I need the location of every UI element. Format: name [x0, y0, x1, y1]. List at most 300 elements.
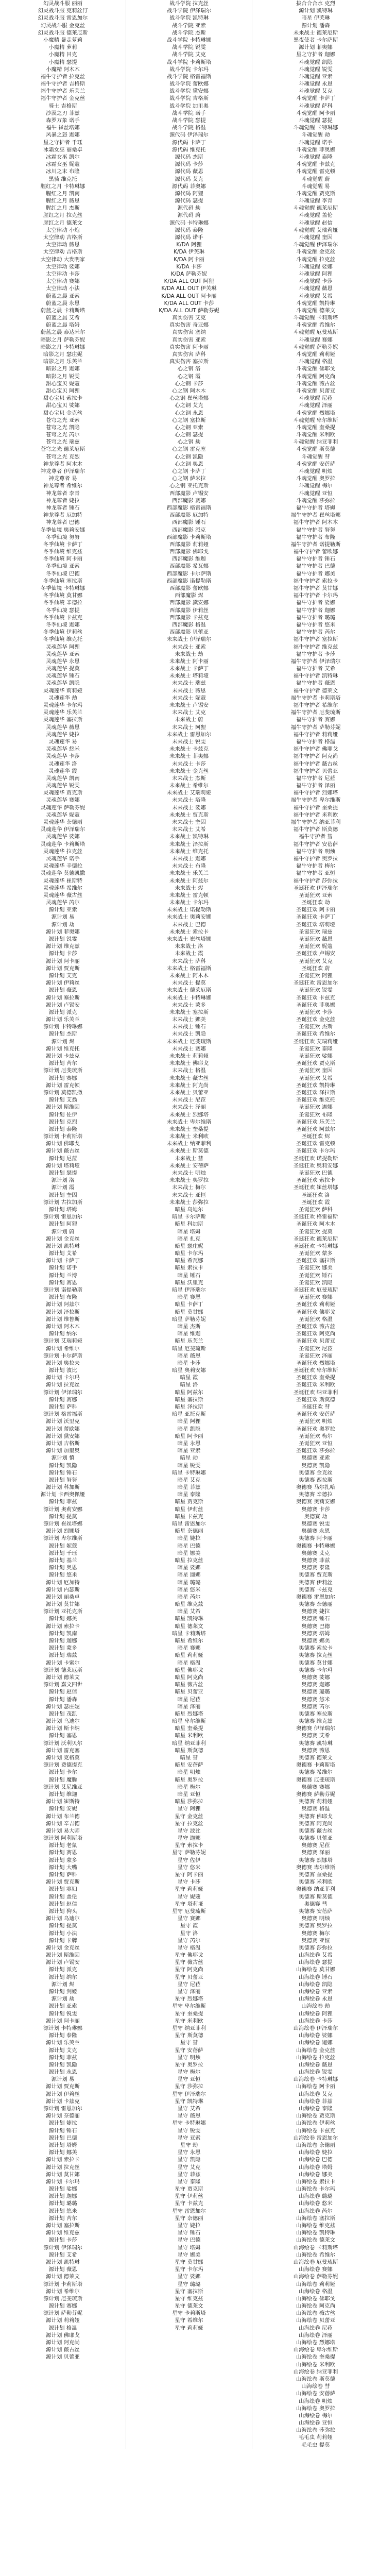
skin-name-cell: 奥德赛 卡尔玛 — [299, 1667, 333, 1673]
skin-name-cell: 蔚蓝之晨 艾希 — [0, 314, 126, 321]
skin-name-cell: 山海绘卷 卑尔维斯 — [293, 2347, 338, 2353]
skin-name-cell: 西部魔影 黛安娜 — [126, 599, 252, 606]
skin-name-cell: 星守 洛 — [126, 1930, 252, 1937]
skin-name-cell: 未来战士 锐雯 — [126, 738, 252, 745]
skin-name-cell: 斗魂觉醒 赵信 — [299, 219, 333, 226]
skin-name-cell: 源计划 菲兹 — [0, 1498, 126, 1505]
skin-name-cell: 战斗学院 凯特琳 — [126, 14, 252, 22]
skin-name-cell: 未来战士 维克托 — [126, 848, 252, 855]
skin-name-cell: 源计划 拉克丝 — [0, 1381, 126, 1388]
skin-name-cell: 未来战士 卡特琳娜 — [126, 994, 252, 1002]
skin-name-cell: 斗魂觉醒 德莱文 — [296, 307, 336, 314]
skin-name-cell: 圣诞狂欢 卡萨丁 — [296, 914, 336, 921]
skin-name-cell: 星守 艾希 — [126, 2105, 252, 2112]
skin-name-cell: 星守 厄斐琉斯 — [126, 1908, 252, 1915]
skin-name-cell: 未来战士 提莫 — [126, 979, 252, 987]
skin-name-cell: 圣诞狂欢 格温 — [299, 1316, 333, 1323]
skin-name-cell: 斗魂觉醒 奎因 — [299, 234, 333, 241]
skin-name-cell: 未来战士 莉莉娅 — [126, 1053, 252, 1060]
skin-name-cell: 福牛守护者 薇恩 — [296, 680, 336, 687]
skin-name-cell: 暗星 萨勒芬妮 — [126, 1316, 252, 1323]
skin-name-cell: 山海绘卷 凯隐 — [299, 1981, 333, 1988]
skin-name-cell: 暗星 洛 — [126, 1381, 252, 1388]
skin-name-cell: 源计划 德莱文 — [0, 1674, 126, 1681]
skin-name-cell: 奥德赛 泽丽 — [301, 1850, 330, 1856]
skin-name-cell: 未来战士 德莱厄斯 — [126, 987, 252, 994]
skin-name-cell: 未来战士 塞拉斯 — [126, 1009, 252, 1016]
skin-name-cell: 毛毛虫 莉莉娅 — [299, 2434, 333, 2441]
skin-name-cell: 星守 艾克 — [126, 2164, 252, 2171]
skin-name-cell: 蔚蓝之晨 亚索 — [0, 293, 126, 300]
skin-name-cell: 圣诞狂欢 泽丽 — [299, 1352, 333, 1359]
skin-name-cell: 源计划 卢锡安 — [0, 1002, 126, 1009]
skin-name-cell: 灵魂莲华 凯南 — [0, 775, 126, 782]
skin-name-cell: 源计划 易 — [0, 2076, 126, 2083]
skin-name-cell: 暗星 卡尔玛 — [126, 1250, 252, 1257]
skin-name-cell: 源计划 卡特琳娜 — [0, 2025, 126, 2032]
skin-name-cell: 奥德赛 塞拉斯 — [299, 1710, 333, 1717]
skin-name-cell: 斗魂觉醒 娑娜 — [299, 263, 333, 270]
skin-name-cell: 未来战士 布隆 — [126, 862, 252, 870]
skin-name-cell: 福牛守护者 尼菈 — [296, 775, 336, 782]
skin-name-cell: 福牛守护者 彗 — [299, 834, 333, 840]
skin-name-cell: 源计划 潘森 — [301, 22, 330, 29]
skin-name-cell: 暗星 阿狸 — [126, 1418, 252, 1425]
skin-name-cell: 山海绘卷 艾克 — [299, 2091, 333, 2097]
skin-name-cell: 奥德赛 格温 — [301, 1806, 330, 1812]
skin-name-cell: 圣诞狂欢 塔莉垭 — [296, 921, 336, 928]
skin-name-cell: 源计划 卡特琳娜 — [0, 1023, 126, 1030]
skin-name-cell: 源计划 丽桑卓 — [0, 1594, 126, 1601]
skin-name-cell — [0, 2361, 126, 2368]
skin-name-cell: 灵魂莲华 奈德丽 — [0, 819, 126, 826]
skin-name-cell: 源计划 斯维因 — [0, 1104, 126, 1111]
skin-name-cell: 西部魔影 莉莉娅 — [126, 541, 252, 548]
skin-name-cell: 斗魂觉醒 卡莎 — [299, 278, 333, 285]
skin-name-cell: 星守 亚索 — [126, 2134, 252, 2142]
skin-name-cell: 山海绘卷 巴德 — [299, 2157, 333, 2163]
skin-name-cell: 源代码 卡萨丁 — [126, 139, 252, 146]
skin-name-cell: 斗魂觉醒 瑟提 — [299, 117, 333, 124]
skin-name-cell: 奥德赛 索拉卡 — [299, 1645, 333, 1652]
skin-name-cell: 暗星 格温 — [126, 1659, 252, 1667]
skin-name-cell: 奥德赛 薇古丝 — [299, 1827, 333, 1834]
skin-name-cell: 未来战士 卡尔玛 — [126, 899, 252, 906]
skin-name-cell: 西部魔影 卢锡安 — [126, 490, 252, 497]
skin-name-cell: 源计划 伊莉丝 — [0, 2091, 126, 2098]
skin-name-cell: 福牛守护者 梅尔 — [296, 863, 336, 870]
skin-name-cell: 战斗学院 艾克 — [126, 51, 252, 58]
skin-name-cell: 源计划 永恩 — [0, 2069, 126, 2076]
skin-name-cell: 山海绘卷 赛娜 — [299, 2266, 333, 2273]
skin-name-cell: 奥德赛 卡特琳娜 — [296, 1543, 336, 1549]
skin-name-cell: 奥德赛 烈娜塔 — [299, 1857, 333, 1863]
skin-name-cell: 腥红之月 拉克丝 — [0, 212, 126, 219]
skin-name-cell: 星守 拉克丝 — [126, 1820, 252, 1827]
skin-name-cell: 福牛守护者 塔姆 — [296, 504, 336, 511]
skin-name-cell: 源计划 阿利斯塔 — [0, 1835, 126, 1842]
skin-name-cell: 圣诞狂欢 米利欧 — [296, 1382, 336, 1388]
skin-name-cell: 真实伤害 阿卡丽 — [126, 344, 252, 351]
skin-name-cell: 源计划 阿卡丽 — [0, 2018, 126, 2025]
skin-name-cell: 源计划 潘森 — [0, 1696, 126, 1703]
skin-name-cell: 奥德赛 娑娜 — [301, 1674, 330, 1681]
skin-name-cell: 未来战士 菲奥娜 — [126, 753, 252, 760]
skin-name-cell: 源计划 卡莎 — [0, 950, 126, 957]
skin-name-cell: 西部魔影 烬 — [126, 592, 252, 599]
skin-name-cell: 斗魂觉醒 尼菈 — [299, 395, 333, 402]
skin-name-cell: 灵魂莲华 凯隐 — [0, 680, 126, 687]
skin-name-cell: 未来战士 梅尔 — [126, 1184, 252, 1191]
skin-name-cell — [126, 2434, 252, 2441]
skin-name-cell: 源计划 卢锡安 — [0, 1959, 126, 1966]
skin-name-cell: 源计划 卡尔 — [0, 1769, 126, 1776]
skin-name-cell: 源计划 奥拉夫 — [0, 1360, 126, 1367]
skin-name-cell: 未来战士 奥罗拉 — [126, 1177, 252, 1184]
skin-name-cell: 星守 卡特琳娜 — [126, 2120, 252, 2127]
skin-name-cell: 骑士 吉格斯 — [0, 103, 126, 110]
skin-name-cell: 源计划 贾克斯 — [0, 2083, 126, 2090]
skin-name-cell: 福牛守护者 奥罗拉 — [293, 855, 338, 862]
skin-name-cell: 奥德赛 阿克尚 — [299, 1820, 333, 1827]
skin-name-cell: 心之钢 阿木木 — [126, 387, 252, 395]
skin-name-cell: 山海绘卷 塔姆 — [299, 2164, 333, 2171]
skin-name-cell: 福牛守护者 拉克丝 — [0, 73, 126, 80]
skin-name-cell: 奥德赛 西拉斯 — [299, 1477, 333, 1483]
skin-name-cell: 暗星 卡萨丁 — [126, 1301, 252, 1308]
skin-name-cell: 源计划 索拉卡 — [0, 2156, 126, 2163]
skin-name-cell: 山海绘卷 卡莎 — [299, 2018, 333, 2024]
skin-name-cell: 未来战士 霞 — [126, 950, 252, 957]
skin-name-cell: 源计划 老鼠 — [0, 1842, 126, 1849]
skin-name-cell: 斗魂觉醒 梅尔 — [299, 483, 333, 489]
skin-name-cell: 圣诞狂欢 格雷福斯 — [293, 1214, 338, 1221]
skin-name-cell: 源计划 艾希 — [0, 2251, 126, 2259]
skin-name-cell: 暗影之月 锐雯 — [0, 373, 126, 380]
skin-name-cell: 源计划 烬 — [0, 1981, 126, 1988]
skin-name-cell: 源代码 杰斯 — [126, 154, 252, 161]
skin-name-cell: 圣诞狂欢 纳亚菲利 — [293, 1389, 338, 1396]
skin-name-cell: 奥德赛 萨勒芬妮 — [296, 1791, 336, 1798]
skin-name-cell: 太空律动 小法 — [0, 285, 126, 292]
skin-name-cell: 源计划 卡莉斯塔 — [0, 1133, 126, 1140]
skin-name-cell: 星之守护者 迦娜 — [296, 52, 336, 58]
skin-name-cell: 圣诞狂欢 烈娜塔 — [296, 1360, 336, 1366]
skin-name-cell: 源计划 奎因 — [0, 1192, 126, 1199]
skin-name-cell: 福牛守护者 莎弥拉 — [293, 877, 338, 884]
skin-name-cell: 源计划 佛耶戈 — [0, 2332, 126, 2339]
skin-name-cell: 奥德赛 厄斐琉斯 — [296, 1776, 336, 1783]
skin-name-cell: 暗星 悠米 — [126, 1586, 252, 1594]
skin-name-cell: 斗魂觉醒 斯莫德 — [296, 446, 336, 453]
skin-name-cell: 灵魂莲华 卡尔玛 — [0, 702, 126, 709]
skin-name-cell: 奥德赛 悠米 — [301, 1696, 330, 1703]
skin-name-cell: 山海绘卷 塞拉斯 — [296, 2215, 336, 2222]
skin-name-cell: 源计划 沃里克 — [0, 1418, 126, 1425]
skin-name-cell: 暗星 卡莎 — [126, 1360, 252, 1367]
skin-name-cell: 圣诞狂欢 劫 — [301, 900, 330, 906]
skin-name-cell: 太空律动 娑娜 — [0, 263, 126, 270]
skin-name-cell: 真实伤害 塞拉斯 — [126, 358, 252, 365]
skin-name-cell: 未来战士 凯隐 — [126, 1030, 252, 1038]
skin-name-cell: 苍穹之光 德莱厄斯 — [0, 446, 126, 453]
skin-name-cell: 圣诞狂欢 索拉卡 — [296, 1177, 336, 1184]
skin-name-cell: 源计划 瑟庄妮 — [0, 1703, 126, 1710]
skin-name-cell: 未来战士 奎因 — [126, 819, 252, 826]
skin-name-cell: 源计划 维克兹 — [0, 943, 126, 950]
skin-name-cell: 暗星 佛耶戈 — [126, 1667, 252, 1674]
skin-name-cell: 甜心宝贝 妮蔻 — [0, 380, 126, 387]
skin-name-cell: 源代码 维克托 — [126, 146, 252, 154]
skin-name-cell: 腥红之月 杰斯 — [0, 205, 126, 212]
skin-name-cell: 奥德赛 劫 — [304, 1513, 328, 1520]
skin-name-cell — [0, 2383, 126, 2390]
skin-name-cell: 未来战士 索拉卡 — [126, 928, 252, 936]
skin-name-cell: 源计划 努努 — [0, 1477, 126, 1484]
skin-name-cell: 星守 劫 — [126, 2142, 252, 2149]
skin-name-cell: 山海绘卷 索拉卡 — [296, 2178, 336, 2185]
skin-name-cell: 源计划 莫甘娜 — [0, 1601, 126, 1608]
skin-name-cell: 苍穹之光 克烈 — [0, 453, 126, 461]
skin-name-cell: 星守 泽丽 — [126, 1988, 252, 1995]
skin-name-cell: 冬季仙境 亚索 — [0, 563, 126, 570]
skin-name-cell: 真实伤害 萨科 — [126, 351, 252, 358]
skin-name-cell: 灵魂莲华 莫德凯撒 — [0, 870, 126, 877]
skin-name-cell: 星守 希维尔 — [126, 2317, 252, 2324]
skin-name-cell: 圣诞狂欢 安蓓萨 — [296, 1411, 336, 1418]
skin-name-cell: 福牛守护者 阿克尚 — [293, 753, 338, 760]
skin-name-cell: 未来战士 凯特琳 — [126, 833, 252, 840]
skin-name-cell: 奥德赛 维克兹 — [299, 1718, 333, 1725]
skin-name-cell: 源计划 艾克 — [0, 2047, 126, 2054]
skin-name-cell: 星守 塞拉斯 — [126, 2288, 252, 2295]
skin-name-cell: 暗星 奥莉安娜 — [126, 1367, 252, 1374]
skin-name-cell: 暗星 拉克丝 — [126, 1557, 252, 1564]
skin-name-cell: 未来战士 安蓓萨 — [126, 1162, 252, 1170]
skin-name-cell: 圣诞狂欢 妮蔻 — [299, 943, 333, 950]
skin-name-cell: 甜心宝贝 索拉卡 — [0, 395, 126, 402]
skin-name-cell: 源计划 雷恩加尔 — [0, 2105, 126, 2112]
skin-name-cell: 源计划 奈德丽 — [0, 2112, 126, 2120]
skin-name-cell: 斗魂觉醒 厄斐琉斯 — [293, 329, 338, 336]
skin-name-cell: 源计划 寡妇 — [0, 1886, 126, 1893]
skin-name-cell: 星守 薇古丝 — [126, 1959, 252, 1966]
skin-name-cell: 源计划 霞 — [0, 1184, 126, 1191]
skin-name-cell: 西部魔影 维迦 — [126, 555, 252, 563]
skin-name-cell: 源代码 菲奥娜 — [126, 183, 252, 190]
skin-name-cell: 源计划 凯特琳 — [0, 1243, 126, 1250]
skin-name-cell: 源计划 佐伊 — [0, 1111, 126, 1118]
skin-name-cell: 福牛守护者 吉格斯 — [0, 80, 126, 88]
skin-name-cell: 源计划 婕拉 — [0, 2120, 126, 2127]
skin-name-cell — [0, 2434, 126, 2441]
skin-name-cell: 幻灵战斗服 金克丝 — [0, 22, 126, 29]
skin-name-cell: 冬季仙境 奥莉安娜 — [0, 527, 126, 534]
skin-name-cell — [0, 2442, 126, 2449]
skin-name-cell: 奥德赛 婕拉 — [301, 1608, 330, 1615]
skin-name-cell: 福牛守护者 卡莉斯塔 — [290, 694, 341, 701]
skin-name-cell: 山海绘卷 卡莉斯塔 — [293, 2244, 338, 2251]
skin-name-cell: 奥德赛 赛娜 — [301, 1784, 330, 1790]
skin-name-cell: 斗魂觉醒 卡莉斯塔 — [293, 315, 338, 321]
skin-name-cell: 暗星 梅尔 — [126, 1784, 252, 1791]
skin-name-cell: 圣诞狂欢 提莫 — [299, 1228, 333, 1235]
skin-name-cell: 苍穹之光 凯隐 — [0, 424, 126, 431]
skin-name-cell: 山海绘卷 奥罗拉 — [296, 2405, 336, 2412]
skin-name-cell: 圣诞狂欢 雷恩加尔 — [293, 980, 338, 987]
skin-name-cell: 源计划 格雷福斯 — [0, 1411, 126, 1418]
skin-name-cell: 星守 卡莎 — [126, 1878, 252, 1886]
skin-name-cell: 源计划 斯卡纳 — [0, 1725, 126, 1732]
skin-name-cell: 源计划 拉克丝 — [0, 2164, 126, 2171]
skin-name-cell: 源计划 易 — [0, 913, 126, 921]
skin-name-cell: 源计划 锤石 — [0, 2127, 126, 2134]
skin-name-cell: 未来战士 烈娜塔 — [126, 1111, 252, 1118]
skin-name-cell: 源计划 辛吉德 — [0, 1820, 126, 1827]
skin-name-cell: 源计划 大嘴 — [0, 1864, 126, 1871]
skin-name-cell: 冬季仙境 阿卡丽 — [0, 555, 126, 563]
skin-name-cell: 山海绘卷 莫甘娜 — [296, 1967, 336, 1973]
skin-name-cell: 心之钢 崔丝塔娜 — [126, 395, 252, 402]
skin-name-cell: 源代码 卡莎 — [126, 161, 252, 168]
skin-name-cell — [126, 2405, 252, 2412]
skin-name-cell: 西部魔影 诺提勒斯 — [126, 578, 252, 585]
skin-name-cell: 腥红之月 薇恩 — [0, 197, 126, 205]
skin-name-cell: 未来战士 纳亚菲利 — [126, 1140, 252, 1147]
skin-name-cell: 斗魂觉醒 米利欧 — [296, 432, 336, 438]
skin-name-cell: 源代码 诺手 — [126, 234, 252, 241]
skin-name-cell: 斗魂觉醒 阿克尚 — [296, 373, 336, 380]
skin-name-cell: 未来战士 厄斐琉斯 — [126, 1038, 252, 1045]
skin-name-cell: 奥德赛 梅尔 — [301, 1930, 330, 1937]
skin-name-cell: 灵魂莲华 贾克斯 — [0, 789, 126, 796]
skin-name-cell: 西部魔影 锤石 — [126, 519, 252, 526]
skin-name-cell: 圣诞狂欢 杰斯 — [299, 1024, 333, 1030]
skin-name-cell: 源计划 安妮 — [0, 1805, 126, 1812]
skin-name-cell: 灵魂莲华 提莫 — [0, 665, 126, 672]
skin-name-cell: 福牛守护者 索拉卡 — [293, 578, 338, 584]
skin-name-cell: 暗星 莉莉娅 — [126, 1652, 252, 1659]
skin-name-cell: 斗魂觉醒 薇古丝 — [296, 380, 336, 387]
skin-name-cell: 暗星 奥罗拉 — [126, 1776, 252, 1784]
skin-name-cell: 圣诞狂欢 莉莉娅 — [296, 1301, 336, 1308]
skin-name-cell: 源计划 金克丝 — [0, 1235, 126, 1243]
skin-name-cell: 山海绘卷 卡兹克 — [296, 2127, 336, 2134]
skin-name-cell: 未来战士 阿兹尔 — [126, 877, 252, 885]
skin-name-cell: 福牛守护者 布隆 — [296, 534, 336, 540]
skin-name-cell: 斗魂觉醒 莉莉娅 — [296, 351, 336, 358]
skin-name-cell: 未来战士 伊泽瑞尔 — [126, 636, 252, 643]
skin-name-cell: 圣诞狂欢 奎因 — [299, 1067, 333, 1074]
skin-name-cell: 源计划 赛娜 — [0, 1396, 126, 1403]
skin-name-cell: 蔚蓝之晨 塔姆 — [0, 321, 126, 329]
skin-name-cell — [0, 2398, 126, 2405]
skin-name-cell: 源计划 娑娜 — [0, 2185, 126, 2193]
skin-name-cell: 源计划 德莱厄斯 — [0, 1667, 126, 1674]
skin-name-cell: 源计划 赵信 — [0, 1901, 126, 1908]
skin-name-cell: 福牛守护者 迦娜 — [296, 607, 336, 614]
skin-name-cell: 圣诞狂欢 萨科 — [299, 1206, 333, 1213]
skin-name-cell: 源计划 塔莉垭 — [0, 1162, 126, 1170]
skin-name-cell: 山海绘卷 安蓓萨 — [296, 2391, 336, 2397]
skin-name-cell: 斗魂觉醒 贾克斯 — [296, 190, 336, 197]
skin-name-cell: 源计划 维迦 — [0, 1791, 126, 1798]
skin-name-cell: 心之钢 卡莎 — [126, 380, 252, 387]
skin-name-cell — [126, 2353, 252, 2361]
skin-name-cell: 福牛守护者 佛耶戈 — [293, 746, 338, 753]
skin-name-cell: 福牛守护者 安蓓萨 — [293, 841, 338, 848]
skin-name-cell: 斗魂觉醒 凯特琳 — [296, 300, 336, 307]
skin-name-cell: 暗星 凯特琳 — [126, 1615, 252, 1622]
skin-name-cell: 源计划 兰博 — [0, 1272, 126, 1279]
skin-name-cell: 源计划 赛娜 — [0, 2302, 126, 2310]
skin-name-cell: 冰霜女巫 凯尔 — [0, 154, 126, 161]
skin-name-cell: 源计划 艾希 — [0, 1250, 126, 1257]
skin-name-cell: 源计划 卡萨丁 — [0, 1257, 126, 1264]
skin-name-cell: 山海绘卷 伊莉丝 — [296, 2120, 336, 2127]
skin-name-cell: 暗星 科加斯 — [126, 1221, 252, 1228]
skin-name-cell: 暗星 赛恩 — [126, 1294, 252, 1301]
skin-name-cell: 灵魂莲华 芮尔 — [0, 899, 126, 906]
skin-name-cell: 源计划 派克 — [0, 1966, 126, 1973]
skin-name-cell: K/DA ALL OUT 伊芙琳 — [126, 285, 252, 292]
skin-name-cell: K/DA ALL OUT 卡莎 — [126, 300, 252, 307]
skin-name-cell: 源代码 薇恩 — [126, 168, 252, 175]
skin-name-cell: 福牛守护者 格温 — [296, 738, 336, 745]
skin-name-cell: 奥德赛 纳亚菲利 — [296, 1886, 336, 1893]
skin-name-cell: 圣诞狂欢 凯隐 — [299, 1279, 333, 1286]
skin-name-cell: 源计划 厄加特 — [0, 1579, 126, 1586]
skin-name-cell: 斗魂觉醒 纳亚菲利 — [293, 439, 338, 446]
skin-name-cell: 星守 雷恩加尔 — [126, 2208, 252, 2215]
skin-name-cell: 斗魂觉醒 永恩 — [299, 81, 333, 88]
skin-name-cell: 圣诞狂欢 卢锡安 — [296, 951, 336, 957]
skin-name-cell: 源计划 嘉文四世 — [0, 1681, 126, 1688]
skin-name-cell: 暗星 扎克 — [126, 1235, 252, 1243]
skin-name-cell: 未来战士 尼菈 — [126, 1096, 252, 1104]
skin-name-cell: 源计划 赵信 — [0, 1688, 126, 1696]
skin-name-cell: 未来战士 彗 — [126, 1155, 252, 1162]
skin-name-cell: 源计划 烈娜塔 — [0, 1528, 126, 1535]
skin-name-cell: 源计划 莫甘娜 — [0, 2171, 126, 2178]
skin-name-cell: 山海绘卷 卡特琳娜 — [293, 2076, 338, 2083]
skin-name-cell: 源计划 费德提克 — [0, 1761, 126, 1769]
skin-name-cell: 源计划 佛耶戈 — [0, 1140, 126, 1147]
skin-name-cell — [126, 2412, 252, 2419]
skin-name-cell: 灵魂莲华 婕拉 — [0, 731, 126, 738]
skin-name-cell: 未来战士 艾克 — [126, 709, 252, 716]
skin-name-cell: 太空律动 吉格斯 — [0, 248, 126, 256]
skin-name-cell: 斗魂觉醒 格温 — [299, 359, 333, 365]
skin-name-cell — [0, 2368, 126, 2376]
skin-name-cell: 源计划 艾尼维亚 — [0, 1784, 126, 1791]
skin-name-cell: 星守 贝蕾亚 — [126, 1974, 252, 1981]
skin-name-cell: 源计划 萨勒芬妮 — [0, 2310, 126, 2317]
skin-name-cell: 源计划 萨科 — [0, 1871, 126, 1878]
skin-name-cell: 圣诞狂欢 奎桑提 — [296, 1375, 336, 1381]
skin-name-cell: 灵魂莲华 劫 — [0, 694, 126, 702]
skin-name-cell: 暗星 迦娜 — [126, 1571, 252, 1579]
skin-name-cell: 圣诞狂欢 赛娜 — [299, 1294, 333, 1301]
skin-name-cell: 灵魂莲华 薇古丝 — [0, 892, 126, 899]
skin-name-cell: 未来战士 崔丝塔娜 — [126, 936, 252, 943]
skin-name-cell: 奥德赛 马尔扎哈 — [296, 1484, 336, 1491]
skin-name-cell: 源代码 瑟提 — [126, 197, 252, 205]
skin-name-cell: 西部魔影 卡兹克 — [126, 614, 252, 621]
skin-name-cell: 圣诞狂欢 阿木木 — [296, 1221, 336, 1228]
skin-name-cell: 西部魔影 卡莉斯塔 — [126, 534, 252, 541]
skin-name-cell — [0, 2419, 126, 2427]
